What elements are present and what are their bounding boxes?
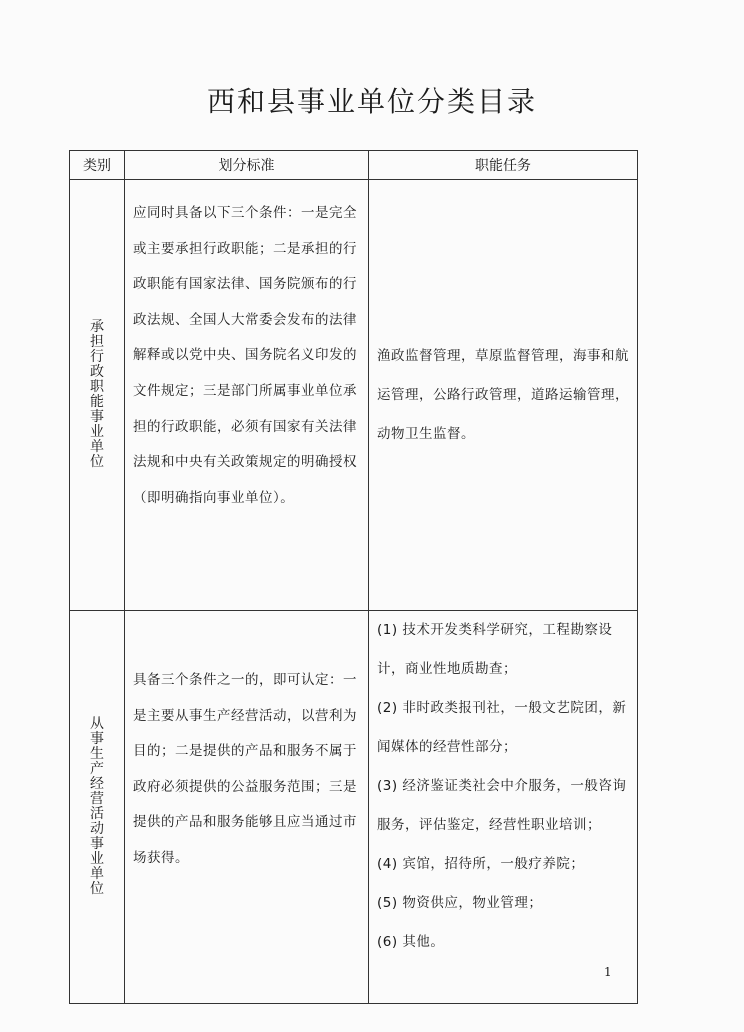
table-header-row (70, 151, 638, 180)
header-function: 职能任务 (369, 151, 638, 180)
classification-table (69, 150, 638, 1004)
table-row (70, 611, 638, 1004)
function-list-item: (2) 非时政类报刊社，一般文艺院团，新闻媒体的经营性部分； (377, 700, 627, 755)
header-criteria: 划分标准 (125, 151, 369, 180)
page-number: 1 (604, 965, 612, 979)
row-function-cell: 渔政监督管理，草原监督管理，海事和航运管理，公路行政管理，道路运输管理，动物卫生监督。 (369, 180, 638, 611)
row-type-cell (70, 180, 125, 611)
row-type-label: 从事生产经营活动事业单位 (90, 716, 104, 897)
row-criteria-cell: 应同时具备以下三个条件：一是完全或主要承担行政职能；二是承担的行政职能有国家法律、国务院颁布的行政法规、全国人大常委会发布的法律解释或以党中央、国务院名义印发的文件规定；三是部门所属事业单位承担的行政职能，必须有国家有关法律法规和中央有关政策规定的明确授权（即明确指向事业单位）。 (125, 180, 369, 611)
function-list-item: (5) 物资供应，物业管理； (377, 895, 543, 911)
function-list-item: (1) 技术开发类科学研究，工程勘察设计，商业性地质勘查； (377, 622, 613, 677)
function-list-item: (3) 经济鉴证类社会中介服务，一般咨询服务，评估鉴定，经营性职业培训； (377, 778, 627, 833)
row-function-cell (369, 611, 638, 1004)
function-list-item: (6) 其他。 (377, 934, 445, 950)
function-list-item: (4) 宾馆，招待所，一般疗养院； (377, 856, 585, 872)
table-row (70, 180, 638, 611)
header-type: 类别 (70, 151, 125, 180)
row-criteria-cell: 具备三个条件之一的，即可认定：一是主要从事生产经营活动，以营利为目的；二是提供的产品和服务不属于政府必须提供的公益服务范围；三是提供的产品和服务能够且应当通过市场获得。 (125, 611, 369, 1004)
document-title: 西和县事业单位分类目录 (206, 85, 537, 118)
row-type-label: 承担行政职能事业单位 (90, 319, 104, 470)
row-type-cell (70, 611, 125, 1004)
